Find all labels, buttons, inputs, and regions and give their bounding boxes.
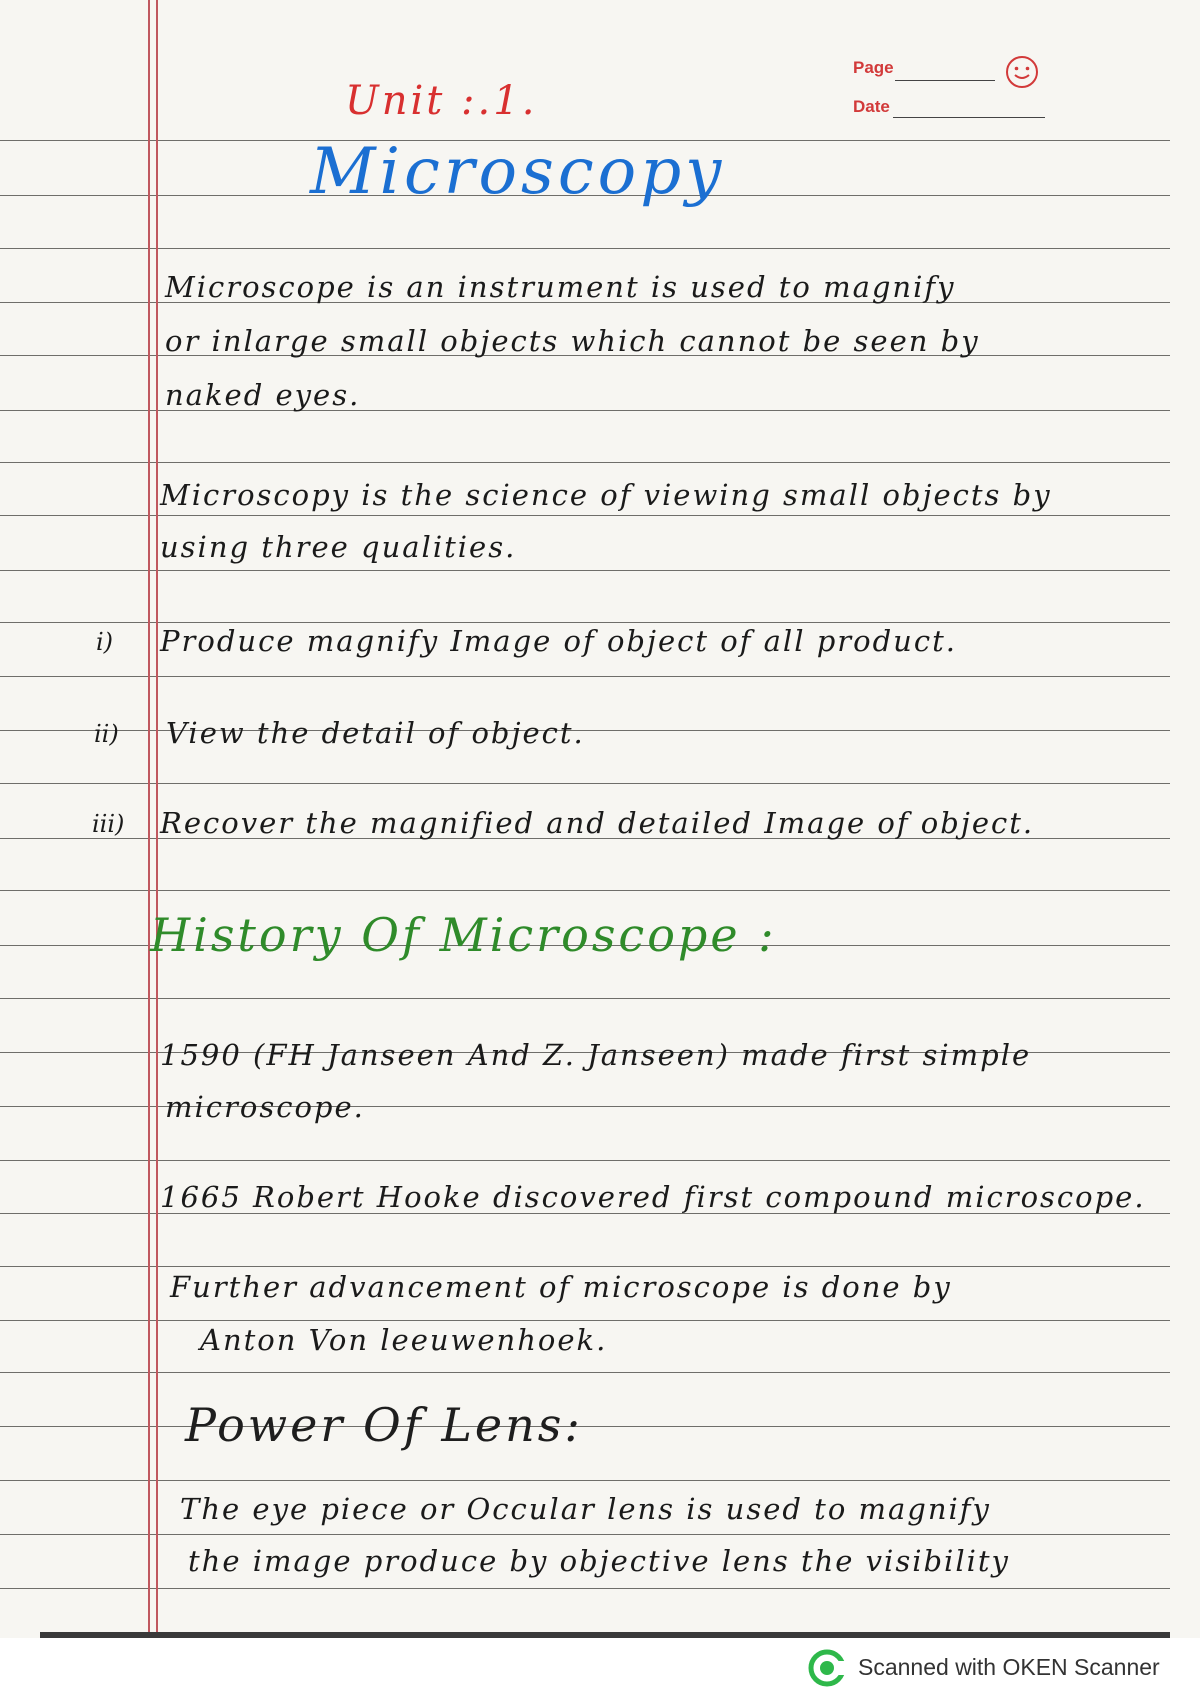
history-entry-1-line-2: microscope.: [165, 1090, 365, 1124]
page-label: Page: [853, 58, 894, 77]
microscopy-line-1: Microscopy is the science of viewing small objects by: [160, 478, 1052, 512]
history-entry-3-line-1: Further advancement of microscope is done by: [170, 1270, 952, 1304]
ruled-line: [0, 998, 1170, 999]
list-number: i): [96, 628, 114, 656]
ruled-line: [0, 622, 1170, 623]
ruled-line: [0, 515, 1170, 516]
history-entry-2: 1665 Robert Hooke discovered first compound microscope.: [160, 1180, 1146, 1214]
smiley-icon: [1004, 54, 1040, 90]
date-line: [893, 117, 1045, 118]
ruled-line: [0, 783, 1170, 784]
power-heading: Power Of Lens:: [185, 1398, 583, 1452]
definition-line-3: naked eyes.: [165, 378, 361, 412]
scanner-logo-icon: [808, 1649, 846, 1687]
margin-line: [156, 0, 158, 1635]
ruled-line: [0, 1480, 1170, 1481]
power-line-2: the image produce by objective lens the visibility: [188, 1544, 1010, 1578]
page-line: [895, 80, 995, 81]
history-entry-3-line-2: Anton Von leeuwenhoek.: [200, 1323, 608, 1357]
ruled-line: [0, 1320, 1170, 1321]
definition-line-2: or inlarge small objects which cannot be seen by: [165, 324, 980, 358]
ruled-line: [0, 1426, 1170, 1427]
ruled-line: [0, 248, 1170, 249]
ruled-line: [0, 462, 1170, 463]
date-label: Date: [853, 97, 890, 116]
ruled-line: [0, 1534, 1170, 1535]
list-number: iii): [92, 810, 125, 838]
page-title: Microscopy: [310, 135, 726, 209]
definition-line-1: Microscope is an instrument is used to magnify: [165, 270, 956, 304]
margin-line: [148, 0, 150, 1635]
scanner-watermark: Scanned with OKEN Scanner: [858, 1654, 1160, 1680]
microscopy-line-2: using three qualities.: [160, 530, 517, 564]
ruled-line: [0, 676, 1170, 677]
ruled-line: [0, 1160, 1170, 1161]
ruled-line: [0, 1588, 1170, 1589]
power-line-1: The eye piece or Occular lens is used to magnify: [180, 1492, 991, 1526]
quality-item-3: Recover the magnified and detailed Image of object.: [160, 806, 1035, 840]
history-heading: History Of Microscope :: [150, 908, 777, 962]
ruled-line: [0, 1372, 1170, 1373]
quality-item-1: Produce magnify Image of object of all product.: [160, 624, 957, 658]
unit-title: Unit :.1.: [345, 78, 538, 124]
quality-item-2: View the detail of object.: [166, 716, 585, 750]
list-number: ii): [94, 720, 119, 748]
ruled-line: [0, 1266, 1170, 1267]
ruled-line: [0, 890, 1170, 891]
ruled-line: [0, 570, 1170, 571]
history-entry-1-line-1: 1590 (FH Janseen And Z. Janseen) made first simple: [160, 1038, 1032, 1072]
